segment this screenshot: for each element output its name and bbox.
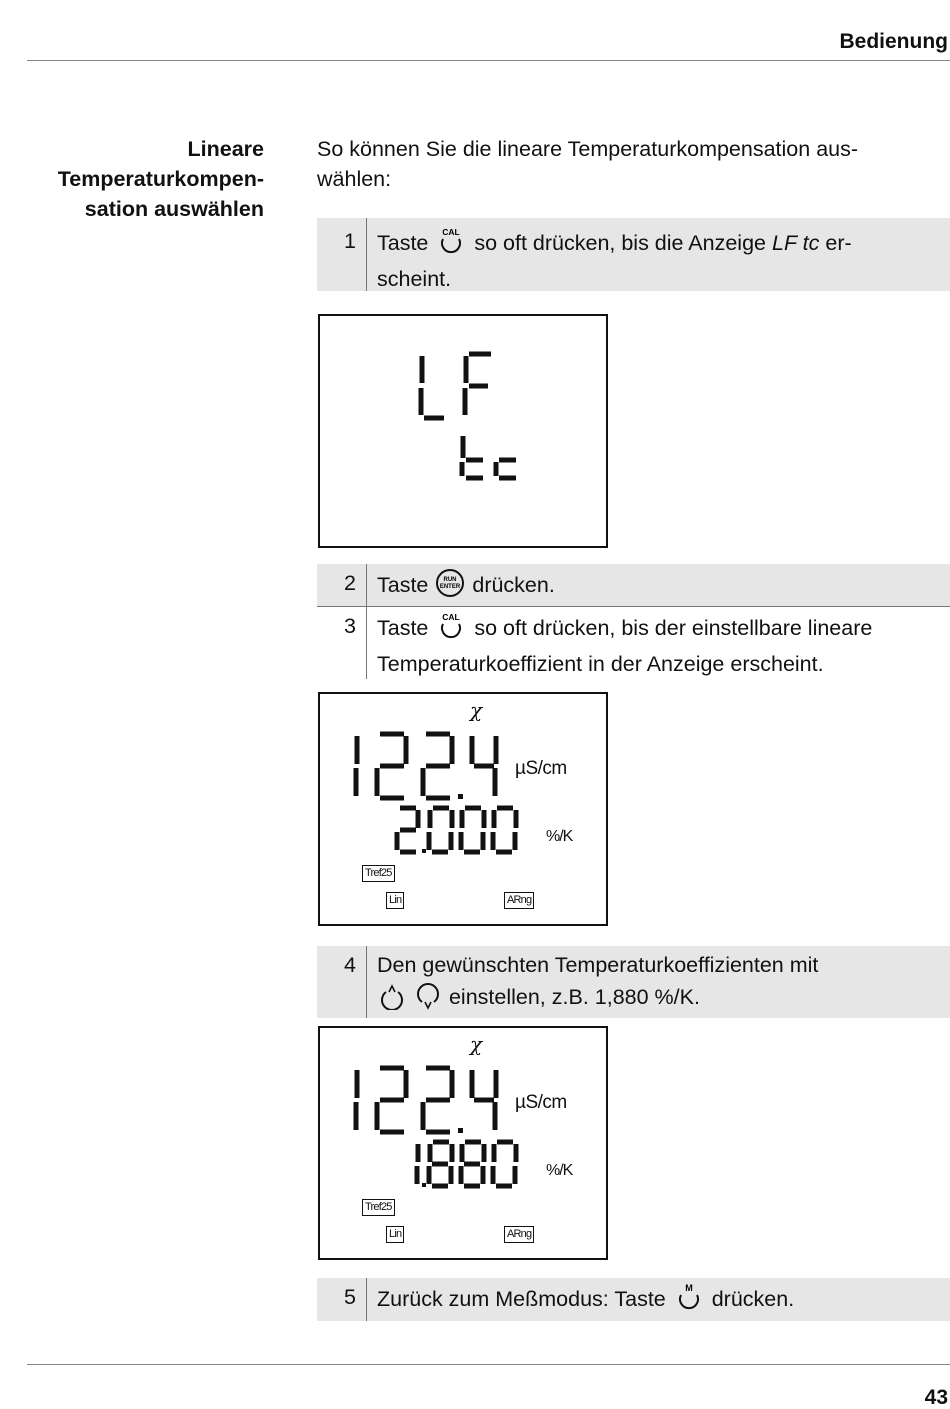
step-text-line2: Temperaturkoeffizient in der Anzeige erscheint.: [377, 652, 824, 676]
step-text-post: drücken.: [472, 573, 555, 597]
cal-key-icon: [434, 226, 468, 264]
heading-line: Temperaturkompen-: [57, 167, 264, 191]
intro-paragraph: [317, 134, 942, 194]
step-text: [367, 607, 950, 679]
display-lf-tc: [318, 314, 608, 548]
tref25-indicator: Tref25: [362, 865, 395, 882]
tref25-indicator: Tref25: [362, 1199, 395, 1216]
step-number: 3: [317, 607, 367, 679]
step-text: [367, 218, 950, 291]
footer-rule: [27, 1364, 950, 1365]
run-enter-key-icon: [434, 568, 466, 606]
up-arrow-key-icon: [377, 980, 407, 1018]
main-unit-label: µS/cm: [515, 758, 567, 779]
step-text: [367, 946, 950, 1018]
step-text-end: er-: [825, 231, 852, 255]
arng-indicator: ARng: [504, 892, 534, 909]
running-header: Bedienung: [839, 30, 948, 53]
m-key-label: M: [684, 1283, 693, 1293]
step-3: [317, 607, 950, 679]
lcd-segments: [320, 1028, 610, 1262]
step-text-pre: Zurück zum Meßmodus: Taste: [377, 1287, 666, 1311]
sub-unit-label: %/K: [546, 1162, 573, 1179]
step-text-post: drücken.: [711, 1287, 795, 1311]
cal-key-label: CAL: [442, 227, 461, 237]
step-text-post: so oft drücken, bis der einstellbare lineare: [474, 616, 873, 640]
display-tc-1880: [318, 1026, 608, 1260]
lcd-segments: [320, 316, 610, 550]
down-arrow-key-icon: [413, 980, 443, 1018]
conductivity-symbol-icon: χ: [470, 698, 483, 722]
step-number: 2: [317, 564, 367, 606]
sub-unit-label: %/K: [546, 828, 573, 845]
section-heading: [20, 134, 264, 224]
m-key-icon: [672, 1282, 706, 1320]
intro-line: wählen:: [317, 167, 392, 191]
heading-line: sation auswählen: [84, 197, 264, 221]
step-text: [367, 1278, 950, 1321]
step-number: 5: [317, 1278, 367, 1321]
step-text: [367, 564, 950, 606]
step-text-pre: Taste: [377, 231, 429, 255]
step-text-pre: Taste: [377, 573, 429, 597]
svg-text:RUN: RUN: [443, 577, 457, 583]
step-number: 1: [317, 218, 367, 291]
step-4: [317, 946, 950, 1018]
cal-key-label: CAL: [442, 612, 461, 622]
page-number: 43: [924, 1386, 948, 1409]
step-5: [317, 1278, 950, 1321]
lin-indicator: Lin: [386, 1226, 404, 1243]
header-rule: [27, 60, 950, 61]
arng-indicator: ARng: [504, 1226, 534, 1243]
step-text-line1: Den gewünschten Temperaturkoeffizienten mit: [377, 953, 819, 977]
cal-key-icon: [434, 611, 468, 649]
step-text-pre: Taste: [377, 616, 429, 640]
step-number: 4: [317, 946, 367, 1018]
display-tc-2000: [318, 692, 608, 926]
step-text-italic: LF tc: [771, 231, 820, 255]
intro-line: So können Sie die lineare Temperaturkompensation aus-: [317, 137, 859, 161]
main-unit-label: µS/cm: [515, 1092, 567, 1113]
svg-text:ENTER: ENTER: [440, 584, 461, 590]
step-text-line2: scheint.: [377, 267, 452, 291]
step-2: [317, 564, 950, 606]
step-text-post: einstellen, z.B. 1,880 %/K.: [448, 985, 700, 1009]
step-text-post: so oft drücken, bis die Anzeige: [474, 231, 766, 255]
lcd-segments: [320, 694, 610, 928]
conductivity-symbol-icon: χ: [470, 1032, 483, 1056]
lin-indicator: Lin: [386, 892, 404, 909]
heading-line: Lineare: [187, 137, 264, 161]
step-1: [317, 218, 950, 291]
